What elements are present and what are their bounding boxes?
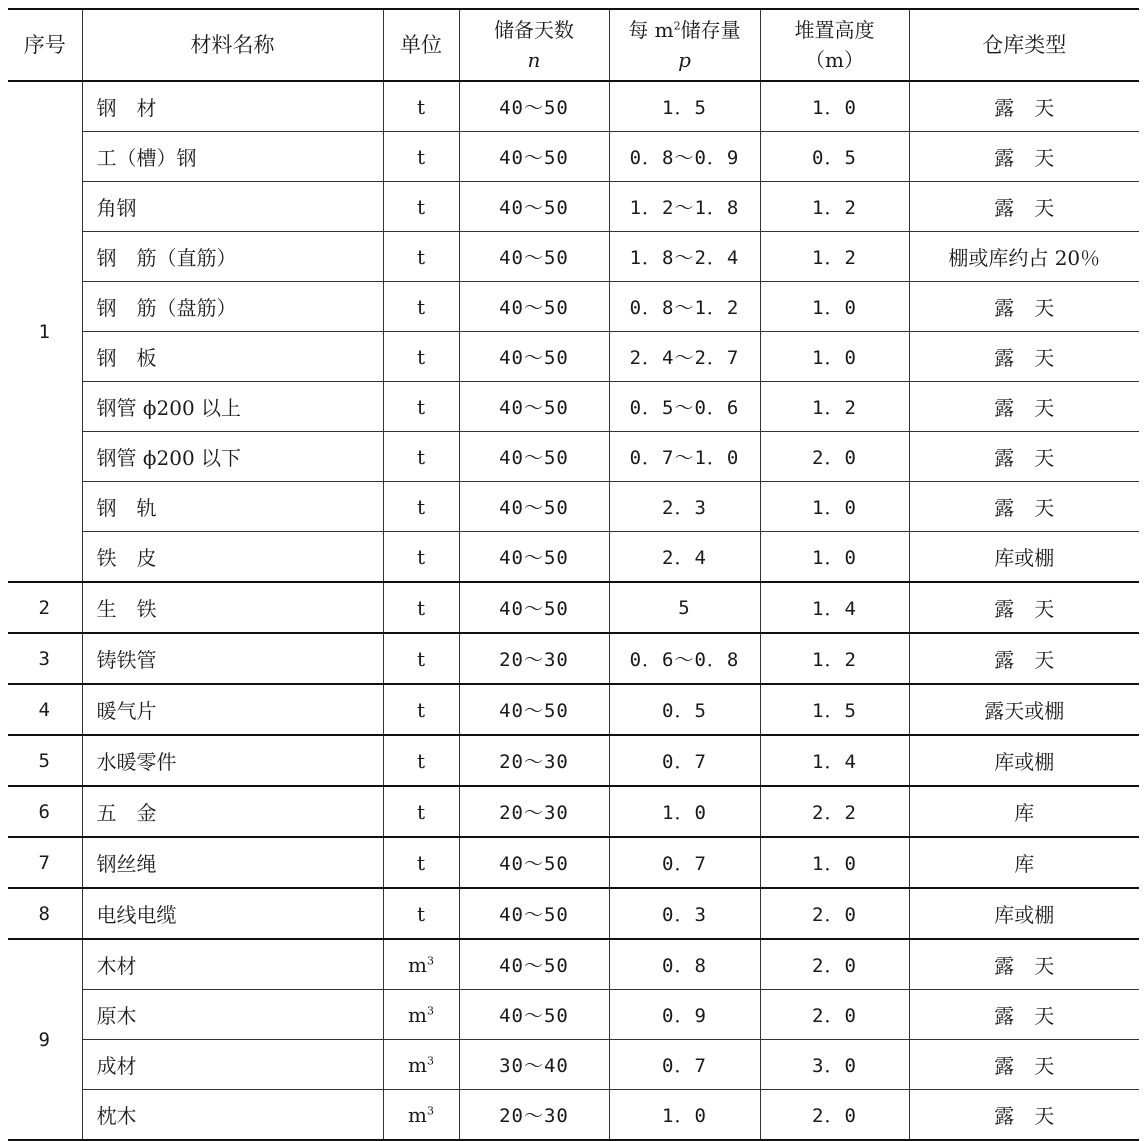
cell-height: 2．2 [760,786,909,837]
cell-warehouse-type: 露 天 [909,182,1139,232]
cell-unit [383,735,459,786]
table-row [8,837,1139,888]
cell-height: 1．5 [760,684,909,735]
cell-days: 40～50 [459,482,609,532]
cell-unit [383,1090,459,1141]
table-row [8,432,1139,482]
cell-height: 1．0 [760,482,909,532]
cell-warehouse-type: 库 [909,786,1139,837]
cell-days: 40～50 [459,282,609,332]
cell-unit-text: t [416,697,426,722]
cell-unit [383,939,459,990]
cell-unit-sup: 3 [426,1103,434,1117]
cell-days: 40～50 [459,939,609,990]
cell-seq: 3 [8,633,82,684]
cell-storage: 0．8～1．2 [609,282,760,332]
cell-height: 1．2 [760,232,909,282]
cell-height: 1．0 [760,332,909,382]
table-header [8,9,1139,81]
header-days [459,9,609,81]
cell-unit [383,182,459,232]
cell-unit-text: t [416,799,426,824]
cell-height: 1．4 [760,735,909,786]
cell-seq: 5 [8,735,82,786]
cell-unit-text: t [416,394,426,419]
cell-unit-text: t [416,444,426,469]
cell-warehouse-type: 棚或库约占 20％ [909,232,1139,282]
cell-days: 40～50 [459,182,609,232]
cell-days: 40～50 [459,132,609,182]
cell-days: 40～50 [459,432,609,482]
header-storage-suffix: 储存量 [680,18,741,42]
table-body [8,81,1139,1140]
header-storage [609,9,760,81]
cell-unit [383,382,459,432]
cell-height: 2．0 [760,432,909,482]
cell-material-name: 生 铁 [82,582,383,633]
cell-storage: 0．7 [609,1040,760,1090]
cell-height: 3．0 [760,1040,909,1090]
cell-unit [383,482,459,532]
cell-unit-text: t [416,494,426,519]
cell-storage: 5 [609,582,760,633]
cell-warehouse-type: 露 天 [909,939,1139,990]
cell-days: 40～50 [459,81,609,132]
cell-storage: 0．8～0．9 [609,132,760,182]
table-row [8,888,1139,939]
cell-unit [383,132,459,182]
cell-unit [383,786,459,837]
table-row [8,786,1139,837]
header-seq: 序号 [8,9,82,81]
cell-height: 2．0 [760,1090,909,1141]
header-days-symbol: n [527,48,541,72]
cell-storage: 0．7～1．0 [609,432,760,482]
table-row [8,532,1139,583]
cell-warehouse-type: 露 天 [909,482,1139,532]
table-row [8,482,1139,532]
cell-unit-text: t [416,850,426,875]
cell-storage: 1．5 [609,81,760,132]
header-name: 材料名称 [82,9,383,81]
cell-unit-text: t [416,294,426,319]
cell-height: 1．2 [760,182,909,232]
cell-days: 20～30 [459,786,609,837]
header-height-label: 堆置高度 [794,18,875,42]
cell-material-name: 钢丝绳 [82,837,383,888]
table-row [8,132,1139,182]
cell-days: 20～30 [459,735,609,786]
table-row [8,990,1139,1040]
cell-height: 2．0 [760,939,909,990]
header-height-unit: （m） [805,48,864,72]
cell-height: 1．2 [760,633,909,684]
cell-seq: 2 [8,582,82,633]
cell-height: 1．0 [760,282,909,332]
cell-warehouse-type: 露 天 [909,633,1139,684]
cell-seq: 4 [8,684,82,735]
cell-material-name: 钢 筋（直筋） [82,232,383,282]
table-row [8,939,1139,990]
cell-warehouse-type: 库或棚 [909,888,1139,939]
table-row [8,182,1139,232]
cell-height: 1．0 [760,532,909,583]
material-storage-table [8,8,1139,1141]
cell-unit-text: t [416,344,426,369]
cell-unit [383,633,459,684]
cell-height: 2．0 [760,888,909,939]
cell-warehouse-type: 库或棚 [909,532,1139,583]
table-row [8,81,1139,132]
cell-storage: 0．7 [609,837,760,888]
cell-material-name: 暖气片 [82,684,383,735]
header-storage-symbol: p [678,48,691,72]
table-row [8,382,1139,432]
cell-material-name: 钢 轨 [82,482,383,532]
table-row [8,1090,1139,1141]
cell-height: 1．0 [760,837,909,888]
cell-unit-text: t [416,595,426,620]
cell-unit-text: t [416,94,426,119]
cell-material-name: 钢 板 [82,332,383,382]
header-days-label: 储备天数 [494,18,574,42]
cell-warehouse-type: 露 天 [909,332,1139,382]
table-row [8,684,1139,735]
cell-days: 40～50 [459,888,609,939]
cell-storage: 0．5～0．6 [609,382,760,432]
cell-storage: 1．0 [609,786,760,837]
cell-unit [383,837,459,888]
cell-height: 2．0 [760,990,909,1040]
header-height [760,9,909,81]
header-type: 仓库类型 [909,9,1139,81]
cell-unit [383,232,459,282]
cell-unit-sup: 3 [426,1053,434,1067]
cell-days: 20～30 [459,1090,609,1141]
cell-days: 40～50 [459,990,609,1040]
header-storage-label [610,15,760,45]
table-row [8,332,1139,382]
cell-storage: 2．4 [609,532,760,583]
cell-height: 1．4 [760,582,909,633]
cell-unit [383,432,459,482]
cell-seq: 8 [8,888,82,939]
cell-days: 40～50 [459,532,609,583]
cell-warehouse-type: 露 天 [909,382,1139,432]
cell-unit [383,582,459,633]
cell-material-name: 水暖零件 [82,735,383,786]
table-row [8,232,1139,282]
cell-warehouse-type: 露 天 [909,990,1139,1040]
cell-material-name: 电线电缆 [82,888,383,939]
cell-unit-text: t [416,244,426,269]
cell-material-name: 钢 材 [82,81,383,132]
cell-height: 1．0 [760,81,909,132]
cell-unit [383,532,459,583]
cell-material-name: 钢管 ϕ200 以上 [82,382,383,432]
table-row [8,735,1139,786]
cell-days: 40～50 [459,684,609,735]
table-row [8,282,1139,332]
cell-material-name: 五 金 [82,786,383,837]
cell-unit-sup: 3 [426,953,434,967]
cell-warehouse-type: 露 天 [909,1090,1139,1141]
header-unit: 单位 [383,9,459,81]
cell-height: 0．5 [760,132,909,182]
cell-storage: 2．3 [609,482,760,532]
cell-unit-text: m [408,1102,427,1127]
cell-unit-text: t [416,646,426,671]
cell-warehouse-type: 库或棚 [909,735,1139,786]
cell-seq: 1 [8,81,82,582]
cell-warehouse-type: 露天或棚 [909,684,1139,735]
cell-material-name: 工（槽）钢 [82,132,383,182]
cell-warehouse-type: 露 天 [909,81,1139,132]
cell-material-name: 铸铁管 [82,633,383,684]
cell-material-name: 钢管 ϕ200 以下 [82,432,383,482]
cell-storage: 0．5 [609,684,760,735]
cell-material-name: 角钢 [82,182,383,232]
cell-storage: 0．3 [609,888,760,939]
cell-material-name: 钢 筋（盘筋） [82,282,383,332]
cell-unit [383,888,459,939]
cell-material-name: 铁 皮 [82,532,383,583]
cell-unit-text: t [416,544,426,569]
cell-unit-text: m [408,952,427,977]
cell-unit [383,684,459,735]
header-storage-prefix: 每 m [628,18,674,42]
table-row [8,582,1139,633]
table-row [8,1040,1139,1090]
cell-unit-text: m [408,1052,427,1077]
cell-warehouse-type: 库 [909,837,1139,888]
cell-storage: 2．4～2．7 [609,332,760,382]
cell-unit [383,332,459,382]
table-row [8,633,1139,684]
cell-material-name: 木材 [82,939,383,990]
cell-warehouse-type: 露 天 [909,582,1139,633]
cell-days: 30～40 [459,1040,609,1090]
cell-storage: 0．7 [609,735,760,786]
cell-unit-text: t [416,901,426,926]
cell-storage: 1．2～1．8 [609,182,760,232]
cell-unit-text: t [416,144,426,169]
header-row [8,9,1139,81]
cell-unit-text: m [408,1002,427,1027]
cell-material-name: 枕木 [82,1090,383,1141]
cell-warehouse-type: 露 天 [909,132,1139,182]
cell-material-name: 原木 [82,990,383,1040]
cell-unit [383,1040,459,1090]
cell-unit [383,282,459,332]
cell-unit-text: t [416,748,426,773]
cell-storage: 0．9 [609,990,760,1040]
cell-storage: 1．0 [609,1090,760,1141]
cell-material-name: 成材 [82,1040,383,1090]
cell-days: 40～50 [459,332,609,382]
cell-unit [383,81,459,132]
cell-seq: 7 [8,837,82,888]
cell-storage: 1．8～2．4 [609,232,760,282]
header-storage-sup: 2 [673,19,681,33]
cell-unit-text: t [416,194,426,219]
cell-warehouse-type: 露 天 [909,1040,1139,1090]
cell-unit [383,990,459,1040]
cell-days: 40～50 [459,382,609,432]
cell-warehouse-type: 露 天 [909,282,1139,332]
cell-seq: 6 [8,786,82,837]
cell-storage: 0．8 [609,939,760,990]
cell-height: 1．2 [760,382,909,432]
cell-days: 20～30 [459,633,609,684]
cell-storage: 0．6～0．8 [609,633,760,684]
cell-days: 40～50 [459,232,609,282]
cell-seq: 9 [8,939,82,1140]
cell-days: 40～50 [459,837,609,888]
cell-warehouse-type: 露 天 [909,432,1139,482]
cell-unit-sup: 3 [426,1003,434,1017]
cell-days: 40～50 [459,582,609,633]
